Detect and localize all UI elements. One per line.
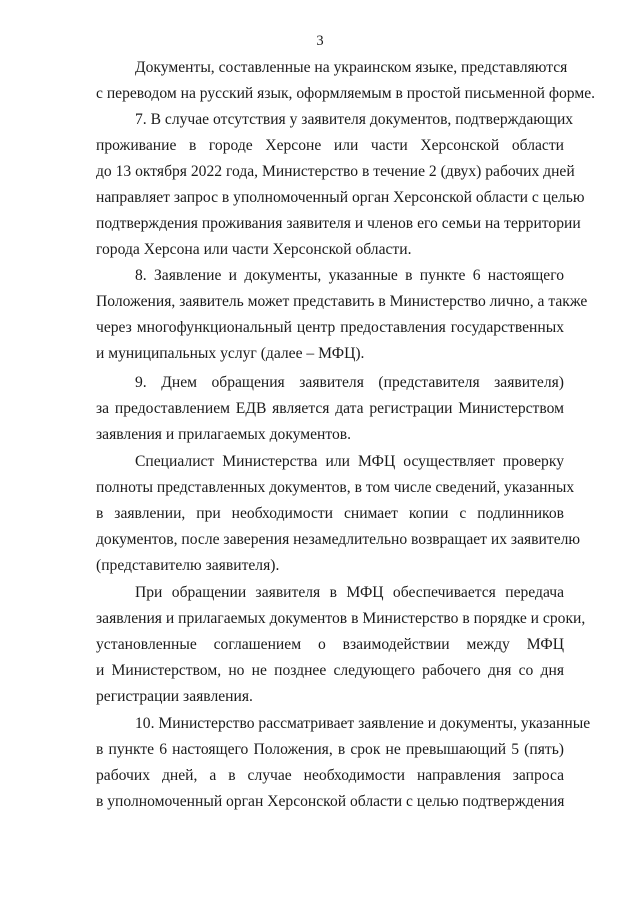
text-line: с переводом на русский язык, оформляемым в простой письменной форме. [96,85,596,102]
text-line: до 13 октября 2022 года, Министерство в течение 2 (двух) рабочих дней [96,163,575,180]
text-line: рабочих дней, а в случае необходимости направления запроса [96,767,564,784]
text-line: проживание в городе Херсоне или части Херсонской области [96,137,564,154]
text-line: регистрации заявления. [96,688,253,705]
text-line: 10. Министерство рассматривает заявление и документы, указанные [135,715,591,732]
text-line: Положения, заявитель может представить в Министерство лично, а также [96,293,588,310]
text-line: документов, после заверения незамедлительно возвращает их заявителю [96,531,581,548]
text-line: подтверждения проживания заявителя и членов его семьи на территории [96,215,581,232]
text-line: города Херсона или части Херсонской области. [96,241,412,258]
text-line: При обращении заявителя в МФЦ обеспечивается передача [135,584,564,601]
page-number: 3 [316,33,324,49]
text-line: в уполномоченный орган Херсонской области с целью подтверждения [96,793,565,810]
text-line: и муниципальных услуг (далее – МФЦ). [96,345,365,362]
text-line: установленные соглашением о взаимодействии между МФЦ [96,636,564,653]
text-line: 7. В случае отсутствия у заявителя документов, подтверждающих [135,111,574,128]
text-line: (представителю заявителя). [96,557,280,574]
text-line: заявления и прилагаемых документов. [96,426,352,443]
text-line: Документы, составленные на украинском языке, представляются [135,59,568,76]
text-line: и Министерством, но не позднее следующего рабочего дня со дня [96,662,564,679]
text-line: за предоставлением ЕДВ является дата регистрации Министерством [96,400,564,417]
text-line: полноты представленных документов, в том числе сведений, указанных [96,479,575,496]
text-line: через многофункциональный центр предоставления государственных [96,319,564,336]
text-line: 8. Заявление и документы, указанные в пункте 6 настоящего [135,267,564,284]
text-line: в пункте 6 настоящего Положения, в срок не превышающий 5 (пять) [96,741,564,758]
text-line: направляет запрос в уполномоченный орган Херсонской области с целью [96,189,585,206]
text-line: 9. Днем обращения заявителя (представителя заявителя) [135,374,564,391]
text-line: в заявлении, при необходимости снимает копии с подлинников [96,505,564,522]
text-line: заявления и прилагаемых документов в Министерство в порядке и сроки, [96,610,586,627]
text-line: Специалист Министерства или МФЦ осуществляет проверку [135,453,564,470]
